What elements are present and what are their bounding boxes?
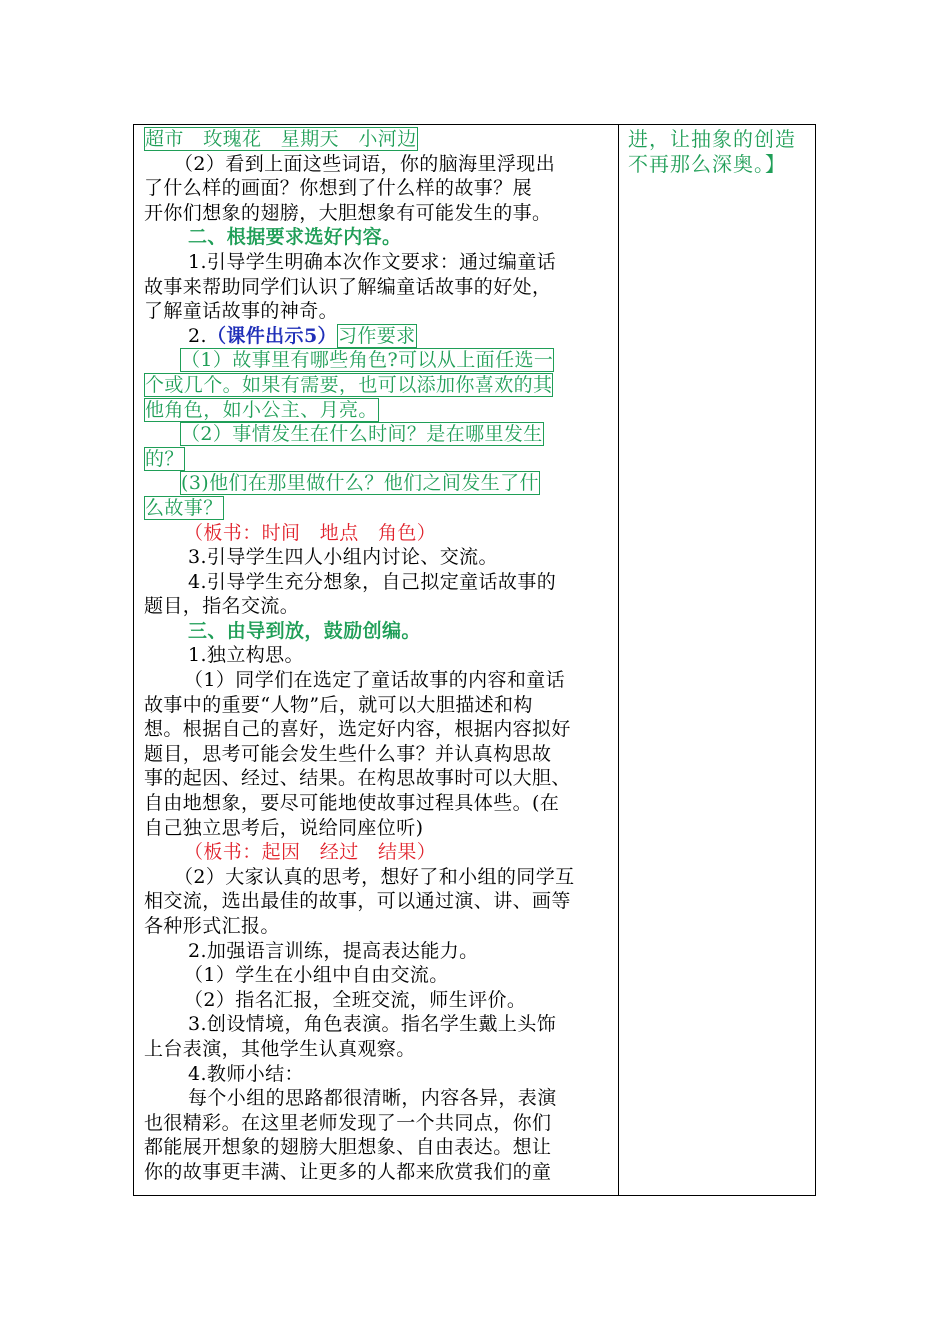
requirement-1: （1）故事里有哪些角色?可以从上面任选一 — [181, 349, 554, 372]
section-heading: 二、根据要求选好内容。 — [188, 226, 402, 249]
text-line: 都能展开想象的翅膀大胆想象、自由表达。想让 — [144, 1136, 552, 1159]
text-line: 相交流，选出最佳的故事，可以通过演、讲、画等 — [144, 890, 571, 913]
requirement-2: （2）事情发生在什么时间？是在哪里发生 — [181, 423, 543, 446]
requirement-2-cont: 的？ — [145, 447, 184, 470]
text-line: 事的起因、经过、结果。在构思故事时可以大胆、 — [144, 767, 571, 790]
text-line: （1）学生在小组中自由交流。 — [184, 964, 449, 987]
text-line: （2）看到上面这些词语，你的脑海里浮现出 — [174, 152, 556, 175]
section-heading: 三、由导到放，鼓励创编。 — [188, 619, 421, 642]
requirement-3-cont: 么故事？ — [145, 496, 223, 519]
column-divider — [618, 125, 619, 1195]
requirement-1-cont: 个或几个。如果有需要，也可以添加你喜欢的其 — [145, 373, 553, 396]
note-line: 不再那么深奥。】 — [628, 151, 786, 176]
text-line: 故事来帮助同学们认识了解编童话故事的好处， — [144, 275, 552, 298]
text-line: 3.引导学生四人小组内讨论、交流。 — [188, 546, 498, 569]
text-line: 1.独立构思。 — [188, 644, 304, 667]
blackboard-note: （板书：起因 经过 结果） — [184, 841, 437, 864]
text-line: 开你们想象的翅膀，大胆想象有可能发生的事。 — [144, 201, 552, 224]
text-line: 了什么样的画面？你想到了什么样的故事？展 — [144, 177, 533, 200]
text-line: 自由地想象，要尽可能地使故事过程具体些。(在 — [144, 792, 560, 815]
notes-column — [628, 127, 808, 176]
text-line: 题目，思考可能会发生些什么事？并认真构思故 — [144, 742, 552, 765]
text-line: 你的故事更丰满、让更多的人都来欣赏我们的童 — [144, 1160, 552, 1183]
text-line: 每个小组的思路都很清晰，内容各异，表演 — [188, 1087, 557, 1110]
requirement-1-cont: 他角色，如小公主、月亮。 — [145, 398, 378, 421]
text-line: 想。根据自己的喜好，选定好内容，根据内容拟好 — [144, 718, 571, 741]
text-line: 也很精彩。在这里老师发现了一个共同点，你们 — [144, 1111, 552, 1134]
text-line: 故事中的重要“人物”后，就可以大胆描述和构 — [144, 693, 533, 716]
text-line: 题目，指名交流。 — [144, 595, 300, 618]
word-list: 超市 玫瑰花 星期天 小河边 — [145, 128, 417, 150]
main-column — [144, 127, 612, 1185]
text-line: 自己独立思考后，说给同座位听) — [144, 816, 424, 839]
note-line: 进，让抽象的创造 — [628, 127, 796, 151]
text-line: （2）指名汇报，全班交流，师生评价。 — [184, 988, 527, 1011]
text-line: 4.教师小结： — [188, 1062, 304, 1085]
blackboard-note: （板书：时间 地点 角色） — [184, 521, 437, 544]
lesson-table — [133, 124, 816, 1196]
courseware-line: 2.（课件出示5）习作要求 — [188, 324, 416, 347]
text-line: 3.创设情境，角色表演。指名学生戴上头饰 — [188, 1013, 557, 1036]
text-line: 2.加强语言训练，提高表达能力。 — [188, 939, 479, 962]
text-line: 各种形式汇报。 — [144, 915, 280, 937]
text-line: 4.引导学生充分想象，自己拟定童话故事的 — [188, 570, 557, 593]
text-line: 了解童话故事的神奇。 — [144, 300, 339, 323]
text-line: 1.引导学生明确本次作文要求：通过编童话 — [188, 250, 557, 273]
text-line: （1）同学们在选定了童话故事的内容和童话 — [184, 669, 566, 692]
text-line: （2）大家认真的思考，想好了和小组的同学互 — [174, 865, 575, 888]
requirement-3: (3)他们在那里做什么？他们之间发生了什 — [181, 472, 539, 495]
text-line: 上台表演，其他学生认真观察。 — [144, 1037, 416, 1060]
